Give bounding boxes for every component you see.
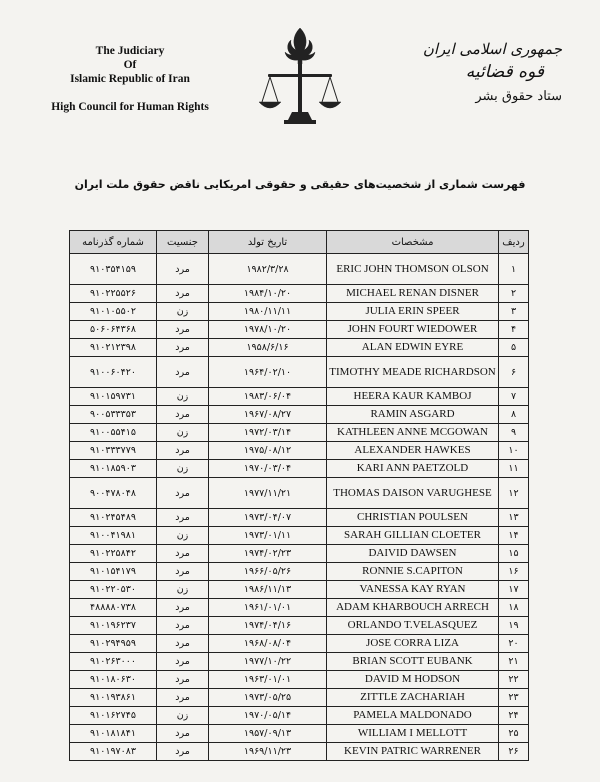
table-row [70,424,529,442]
passport-number: ۹۱۰۱۸۰۶۳۰ [70,671,157,689]
row-number: ۹ [499,424,529,442]
table-row [70,671,529,689]
table-row [70,689,529,707]
gender: مرد [157,617,209,635]
birth-date: ۱۹۷۳/۰۵/۲۵ [209,689,327,707]
birth-date: ۱۹۷۳/۰۴/۰۷ [209,509,327,527]
table-row [70,388,529,406]
gender: زن [157,581,209,599]
row-number: ۲۱ [499,653,529,671]
row-number: ۱ [499,254,529,285]
row-number: ۱۶ [499,563,529,581]
gender: زن [157,460,209,478]
person-name: WILLIAM I MELLOTT [327,725,499,743]
gender: مرد [157,285,209,303]
passport-number: ۹۱۰۰۴۱۹۸۱ [70,527,157,545]
person-name: PAMELA MALDONADO [327,707,499,725]
birth-date: ۱۹۷۷/۱۱/۲۱ [209,478,327,509]
header-name: مشخصات [327,231,499,254]
english-header-line: Of [123,59,137,71]
table-row [70,339,529,357]
birth-date: ۱۹۷۸/۱۰/۲۰ [209,321,327,339]
passport-number: ۹۱۰۱۰۵۵۰۲ [70,303,157,321]
table-row [70,617,529,635]
row-number: ۲ [499,285,529,303]
passport-number: ۹۱۰۱۹۶۲۳۷ [70,617,157,635]
row-number: ۱۲ [499,478,529,509]
row-number: ۶ [499,357,529,388]
row-number: ۱۵ [499,545,529,563]
row-number: ۱۹ [499,617,529,635]
birth-date: ۱۹۷۳/۰۱/۱۱ [209,527,327,545]
birth-date: ۱۹۷۵/۰۸/۱۲ [209,442,327,460]
person-name: ALAN EDWIN EYRE [327,339,499,357]
table-row [70,743,529,761]
persian-header [392,38,562,108]
birth-date: ۱۹۶۳/۰۱/۰۱ [209,671,327,689]
row-number: ۵ [499,339,529,357]
row-number: ۱۸ [499,599,529,617]
gender: زن [157,424,209,442]
row-number: ۲۰ [499,635,529,653]
english-header-council: High Council for Human Rights [51,101,209,113]
header-birth-date: تاریخ تولد [209,231,327,254]
person-name: JOSE CORRA LIZA [327,635,499,653]
gender: زن [157,527,209,545]
gender: مرد [157,254,209,285]
gender: مرد [157,339,209,357]
passport-number: ۹۱۰۲۲۵۵۲۶ [70,285,157,303]
row-number: ۲۲ [499,671,529,689]
passport-number: ۹۱۰۰۶۰۴۲۰ [70,357,157,388]
birth-date: ۱۹۶۴/۰۲/۱۰ [209,357,327,388]
header-row-number: ردیف [499,231,529,254]
person-name: BRIAN SCOTT EUBANK [327,653,499,671]
passport-number: ۹۱۰۲۶۳۰۰۰ [70,653,157,671]
english-header-line: The Judiciary [95,45,165,57]
gender: مرد [157,442,209,460]
birth-date: ۱۹۷۴/۰۲/۲۳ [209,545,327,563]
persons-table [69,230,529,761]
passport-number: ۹۱۰۲۹۴۹۵۹ [70,635,157,653]
birth-date: ۱۹۶۹/۱۱/۲۳ [209,743,327,761]
table-row [70,725,529,743]
person-name: THOMAS DAISON VARUGHESE [327,478,499,509]
birth-date: ۱۹۶۸/۰۸/۰۴ [209,635,327,653]
birth-date: ۱۹۶۷/۰۸/۲۷ [209,406,327,424]
person-name: DAVID M HODSON [327,671,499,689]
passport-number: ۹۱۰۱۸۵۹۰۳ [70,460,157,478]
row-number: ۱۳ [499,509,529,527]
table-row [70,254,529,285]
gender: مرد [157,599,209,617]
person-name: KEVIN PATRIC WARRENER [327,743,499,761]
gender: مرد [157,743,209,761]
table-row [70,635,529,653]
person-name: DAIVID DAWSEN [327,545,499,563]
persian-header-judiciary: قوه قضائیه [465,62,544,82]
person-name: ERIC JOHN THOMSON OLSON [327,254,499,285]
table-row [70,406,529,424]
english-header-line: Islamic Republic of Iran [70,73,190,85]
table-row [70,460,529,478]
row-number: ۷ [499,388,529,406]
passport-number: ۹۱۰۱۹۳۸۶۱ [70,689,157,707]
table-row [70,563,529,581]
birth-date: ۱۹۷۲/۰۳/۱۴ [209,424,327,442]
birth-date: ۱۹۷۴/۰۴/۱۶ [209,617,327,635]
gender: مرد [157,563,209,581]
table-row [70,357,529,388]
person-name: VANESSA KAY RYAN [327,581,499,599]
judiciary-emblem-icon [254,24,346,128]
birth-date: ۱۹۸۳/۰۶/۰۴ [209,388,327,406]
table-row [70,509,529,527]
birth-date: ۱۹۸۶/۱۱/۱۳ [209,581,327,599]
person-name: ALEXANDER HAWKES [327,442,499,460]
passport-number: ۹۱۰۱۵۴۱۷۹ [70,563,157,581]
table-row [70,442,529,460]
gender: مرد [157,725,209,743]
person-name: ADAM KHARBOUCH ARRECH [327,599,499,617]
row-number: ۲۳ [499,689,529,707]
gender: مرد [157,321,209,339]
document-title: فهرست شماری از شخصیت‌های حقیقی و حقوقی امریکایی ناقض حقوق ملت ایران [74,178,526,191]
table-row [70,527,529,545]
gender: مرد [157,671,209,689]
row-number: ۸ [499,406,529,424]
birth-date: ۱۹۷۰/۰۳/۰۴ [209,460,327,478]
birth-date: ۱۹۸۴/۱۰/۲۰ [209,285,327,303]
table-header-row [70,231,529,254]
row-number: ۱۱ [499,460,529,478]
row-number: ۴ [499,321,529,339]
person-name: MICHAEL RENAN DISNER [327,285,499,303]
gender: مرد [157,406,209,424]
row-number: ۱۰ [499,442,529,460]
passport-number: ۹۰۰۵۳۳۳۵۳ [70,406,157,424]
gender: مرد [157,509,209,527]
passport-number: ۹۱۰۱۸۱۸۴۱ [70,725,157,743]
table-row [70,545,529,563]
gender: زن [157,303,209,321]
passport-number: ۹۱۰۰۵۵۴۱۵ [70,424,157,442]
table-row [70,285,529,303]
person-name: KARI ANN PAETZOLD [327,460,499,478]
gender: مرد [157,653,209,671]
row-number: ۲۵ [499,725,529,743]
person-name: SARAH GILLIAN CLOETER [327,527,499,545]
gender: مرد [157,635,209,653]
table-row [70,653,529,671]
row-number: ۱۷ [499,581,529,599]
birth-date: ۱۹۷۷/۱۰/۲۲ [209,653,327,671]
birth-date: ۱۹۸۲/۳/۲۸ [209,254,327,285]
person-name: RONNIE S.CAPITON [327,563,499,581]
table-row [70,478,529,509]
birth-date: ۱۹۵۷/۰۹/۱۳ [209,725,327,743]
row-number: ۱۴ [499,527,529,545]
person-name: ORLANDO T.VELASQUEZ [327,617,499,635]
birth-date: ۱۹۷۰/۰۵/۱۴ [209,707,327,725]
persian-header-country: جمهوری اسلامی ایران [422,40,562,58]
row-number: ۲۴ [499,707,529,725]
passport-number: ۹۰۰۴۷۸۰۴۸ [70,478,157,509]
gender: مرد [157,357,209,388]
table-row [70,321,529,339]
passport-number: ۴۸۸۸۸۰۷۳۸ [70,599,157,617]
person-name: KATHLEEN ANNE MCGOWAN [327,424,499,442]
passport-number: ۹۱۰۱۹۷۰۸۳ [70,743,157,761]
header-passport: شماره گذرنامه [70,231,157,254]
english-header [30,44,230,114]
passport-number: ۹۱۰۳۵۴۱۵۹ [70,254,157,285]
gender: مرد [157,545,209,563]
passport-number: ۹۱۰۱۵۹۷۳۱ [70,388,157,406]
birth-date: ۱۹۵۸/۶/۱۶ [209,339,327,357]
gender: مرد [157,478,209,509]
person-name: JULIA ERIN SPEER [327,303,499,321]
passport-number: ۵۰۶۰۶۴۳۶۸ [70,321,157,339]
table-row [70,581,529,599]
table-row [70,599,529,617]
gender: مرد [157,689,209,707]
row-number: ۳ [499,303,529,321]
person-name: HEERA KAUR KAMBOJ [327,388,499,406]
person-name: CHRISTIAN POULSEN [327,509,499,527]
passport-number: ۹۱۰۲۱۲۳۹۸ [70,339,157,357]
passport-number: ۹۱۰۱۶۲۷۴۵ [70,707,157,725]
gender: زن [157,707,209,725]
passport-number: ۹۱۰۲۲۰۵۳۰ [70,581,157,599]
passport-number: ۹۱۰۲۴۵۴۸۹ [70,509,157,527]
passport-number: ۹۱۰۳۳۳۷۷۹ [70,442,157,460]
header-gender: جنسیت [157,231,209,254]
gender: زن [157,388,209,406]
person-name: RAMIN ASGARD [327,406,499,424]
birth-date: ۱۹۶۱/۰۱/۰۱ [209,599,327,617]
birth-date: ۱۹۶۶/۰۵/۲۶ [209,563,327,581]
row-number: ۲۶ [499,743,529,761]
persian-header-council: ستاد حقوق بشر [475,89,562,104]
table-row [70,707,529,725]
table-row [70,303,529,321]
person-name: TIMOTHY MEADE RICHARDSON [327,357,499,388]
person-name: JOHN FOURT WIEDOWER [327,321,499,339]
birth-date: ۱۹۸۰/۱۱/۱۱ [209,303,327,321]
passport-number: ۹۱۰۲۲۵۸۴۲ [70,545,157,563]
person-name: ZITTLE ZACHARIAH [327,689,499,707]
